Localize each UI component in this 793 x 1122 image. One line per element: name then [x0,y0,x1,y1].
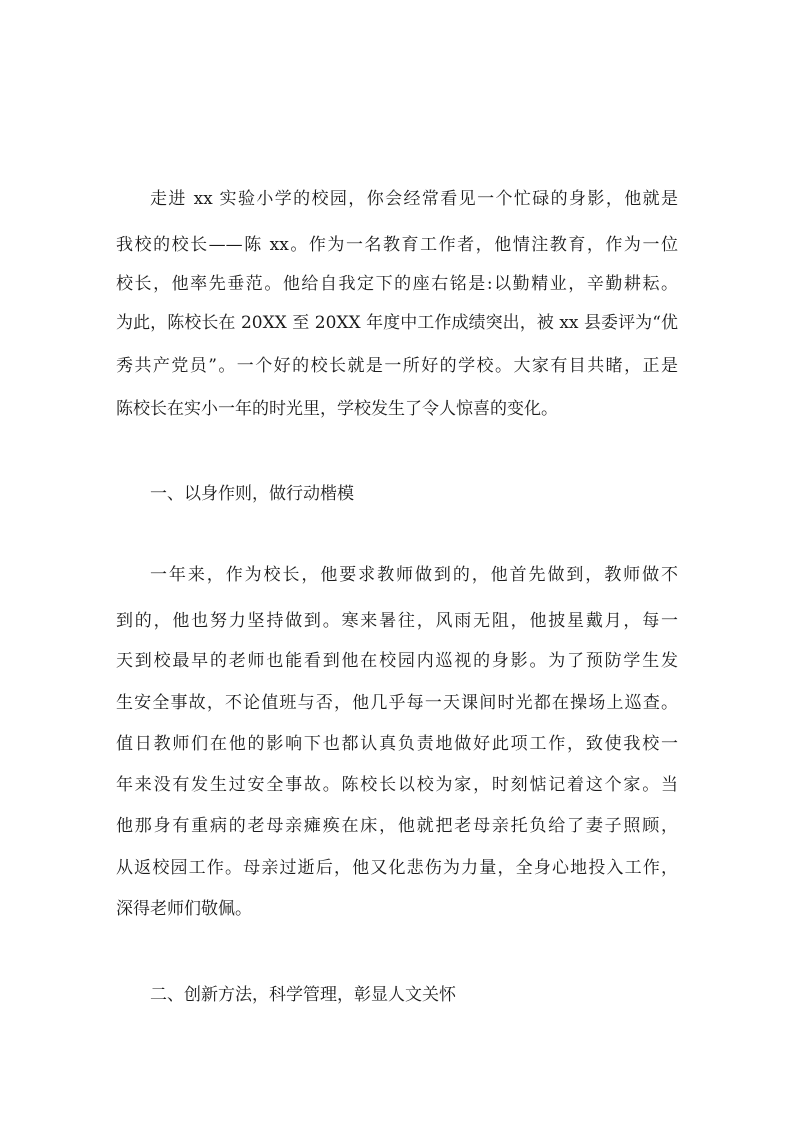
paragraph-line: 天到校最早的老师也能看到他在校园内巡视的身影。为了预防学生发 [116,651,678,671]
section-heading-2: 二、创新方法，科学管理，彰显人文关怀 [150,985,456,1005]
section-heading-1: 一、以身作则，做行动楷模 [150,484,354,504]
paragraph-line: 生安全事故，不论值班与否，他几乎每一天课间时光都在操场上巡查。 [116,693,678,713]
paragraph-line: 年来没有发生过安全事故。陈校长以校为家，时刻惦记着这个家。当 [116,775,678,795]
paragraph-line: 陈校长在实小一年的时光里，学校发生了令人惊喜的变化。 [116,399,558,419]
paragraph-line: 到的，他也努力坚持做到。寒来暑往，风雨无阻，他披星戴月，每一 [116,611,678,631]
paragraph-line: 从返校园工作。母亲过逝后，他又化悲伤为力量，全身心地投入工作， [116,858,678,878]
paragraph-line: 秀共产党员”。一个好的校长就是一所好的学校。大家有目共睹，正是 [116,356,678,376]
paragraph-line: 为此，陈校长在 20XX 至 20XX 年度中工作成绩突出，被 xx 县委评为“优 [116,313,678,333]
paragraph-line: 他那身有重病的老母亲瘫痪在床，他就把老母亲托负给了妻子照顾， [116,816,678,836]
paragraph-line: 深得老师们敬佩。 [116,899,252,919]
paragraph-line: 值日教师们在他的影响下也都认真负责地做好此项工作，致使我校一 [116,734,678,754]
paragraph-line: 校长，他率先垂范。他给自我定下的座右铭是:以勤精业，辛勤耕耘。 [116,274,678,294]
paragraph-line: 我校的校长——陈 xx。作为一名教育工作者，他情注教育，作为一位 [116,235,678,255]
paragraph-line: 一年来，作为校长，他要求教师做到的，他首先做到，教师做不 [150,565,678,585]
paragraph-line: 走进 xx 实验小学的校园，你会经常看见一个忙碌的身影，他就是 [150,189,678,209]
